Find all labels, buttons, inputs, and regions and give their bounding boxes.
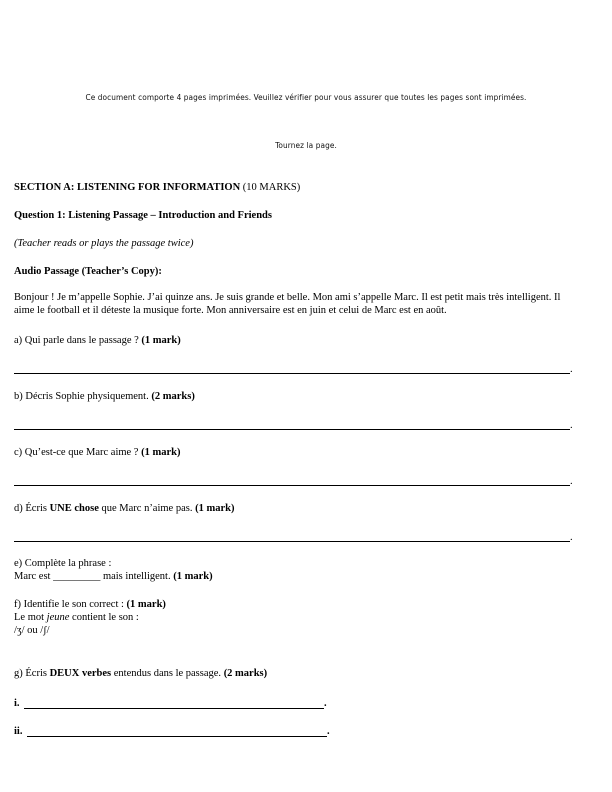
question-title: Question 1: Listening Passage – Introduction and Friends bbox=[14, 210, 272, 221]
question-e-line1: e) Complète la phrase : bbox=[14, 558, 112, 569]
turn-page-notice: Tournez la page. bbox=[275, 141, 337, 150]
answer-line-c-dot: . bbox=[570, 476, 573, 487]
answer-label-i: i. bbox=[14, 698, 20, 709]
answer-line-a[interactable] bbox=[14, 373, 570, 374]
question-a bbox=[14, 335, 181, 348]
answer-line-i-dot: . bbox=[324, 698, 327, 709]
question-e-line2 bbox=[14, 571, 213, 584]
question-d-pre: d) Écris bbox=[14, 503, 47, 514]
question-g bbox=[14, 668, 267, 681]
question-f-options: /ʒ/ ou /ʃ/ bbox=[14, 625, 50, 636]
question-a-marks: (1 mark) bbox=[141, 335, 181, 346]
question-c-text: c) Qu’est-ce que Marc aime ? bbox=[14, 447, 139, 458]
question-b-text: b) Décris Sophie physiquement. bbox=[14, 391, 149, 402]
page-count-notice: Ce document comporte 4 pages imprimées. Veuillez vérifier pour vous assurer que toutes les pages sont imprimées. bbox=[85, 93, 527, 102]
question-g-pre: g) Écris bbox=[14, 668, 47, 679]
answer-label-ii: ii. bbox=[14, 726, 23, 737]
answer-line-b-dot: . bbox=[570, 420, 573, 431]
audio-passage-text: Bonjour ! Je m’appelle Sophie. J’ai quinze ans. Je suis grande et belle. Mon ami s’appelle Marc. Il est petit mais très intelligent. Il aime le football et il déteste la musique forte. Mon anniversaire est en juin et celui de Marc est en août. bbox=[14, 292, 561, 316]
question-e-marks: (1 mark) bbox=[173, 571, 213, 582]
answer-line-ii-dot: . bbox=[327, 726, 330, 737]
teacher-instruction: (Teacher reads or plays the passage twice) bbox=[14, 238, 194, 249]
question-f-text: f) Identifie le son correct : bbox=[14, 599, 124, 610]
question-f-line2 bbox=[14, 612, 139, 625]
audio-passage-heading: Audio Passage (Teacher’s Copy): bbox=[14, 266, 162, 277]
section-marks: (10 MARKS) bbox=[242, 182, 301, 193]
answer-line-a-dot: . bbox=[570, 364, 573, 375]
question-g-emphasis: DEUX verbes bbox=[49, 668, 112, 679]
question-g-post: entendus dans le passage. bbox=[113, 668, 222, 679]
question-d-post: que Marc n’aime pas. bbox=[101, 503, 193, 514]
question-f-pre: Le mot bbox=[14, 612, 45, 623]
question-c bbox=[14, 447, 180, 460]
question-f-word: jeune bbox=[46, 612, 70, 623]
answer-line-b[interactable] bbox=[14, 429, 570, 430]
question-d bbox=[14, 503, 234, 516]
question-f-marks: (1 mark) bbox=[126, 599, 166, 610]
answer-line-d-dot: . bbox=[570, 532, 573, 543]
question-d-emphasis: UNE chose bbox=[49, 503, 99, 514]
section-heading bbox=[14, 182, 300, 195]
question-g-marks: (2 marks) bbox=[223, 668, 268, 679]
question-d-marks: (1 mark) bbox=[195, 503, 235, 514]
question-e-sentence: Marc est _________ mais intelligent. bbox=[14, 571, 171, 582]
question-b-marks: (2 marks) bbox=[151, 391, 195, 402]
question-f-post: contient le son : bbox=[72, 612, 139, 623]
section-title: SECTION A: LISTENING FOR INFORMATION bbox=[14, 182, 241, 193]
answer-line-d[interactable] bbox=[14, 541, 570, 542]
question-a-text: a) Qui parle dans le passage ? bbox=[14, 335, 139, 346]
answer-line-i[interactable] bbox=[24, 708, 324, 709]
answer-line-ii[interactable] bbox=[27, 736, 327, 737]
question-b bbox=[14, 391, 195, 404]
question-f-line1 bbox=[14, 599, 166, 612]
question-c-marks: (1 mark) bbox=[141, 447, 181, 458]
answer-line-c[interactable] bbox=[14, 485, 570, 486]
